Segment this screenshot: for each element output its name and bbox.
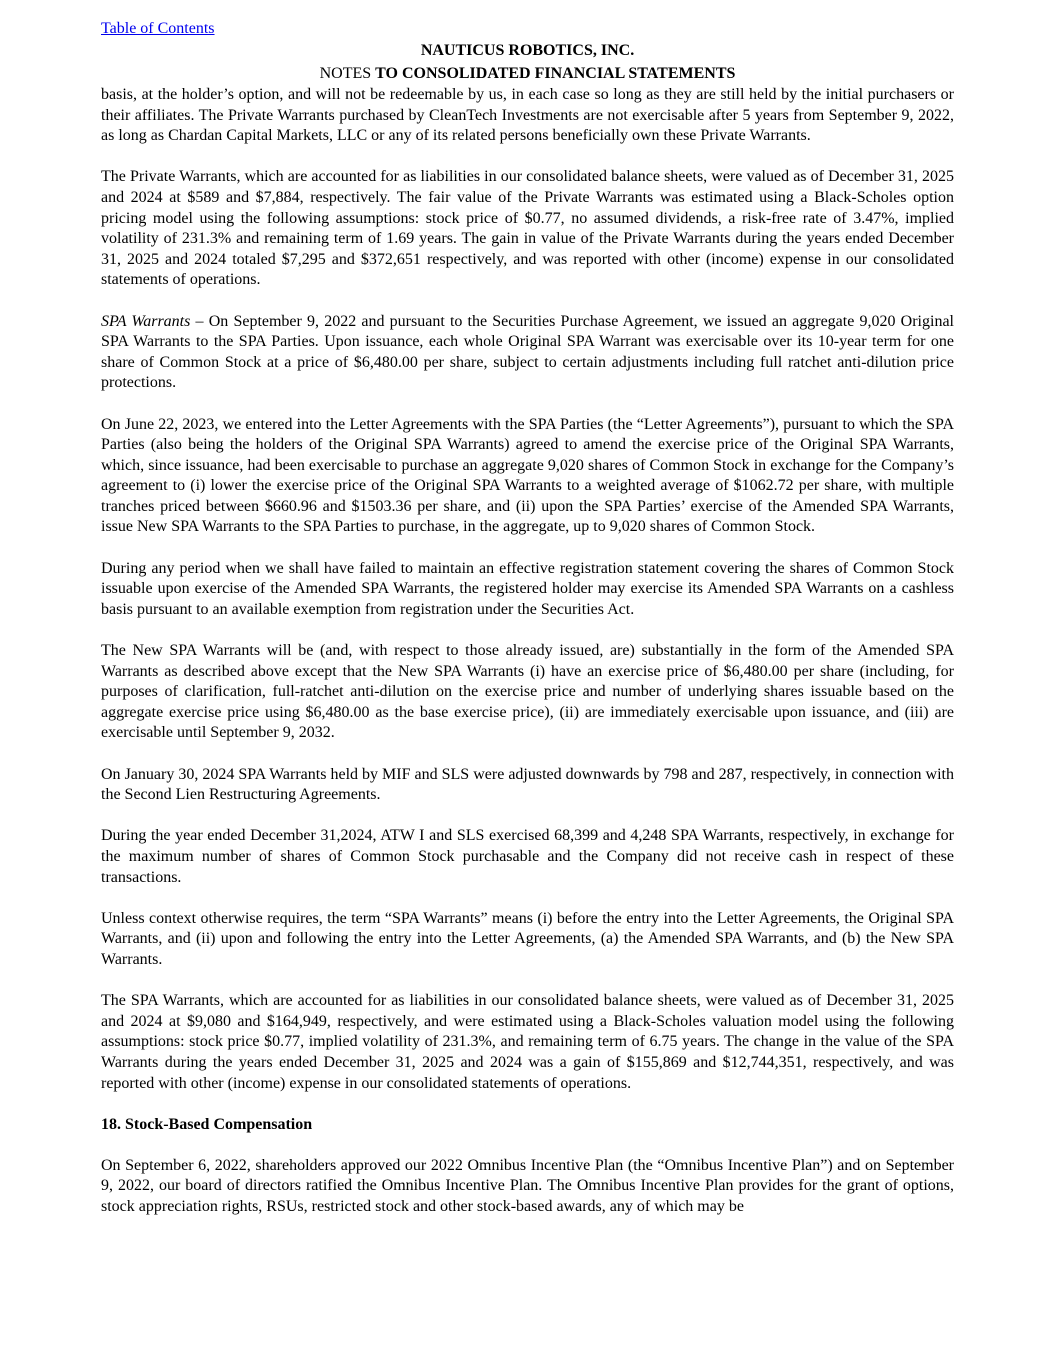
spa-warrants-intro-text: – On September 9, 2022 and pursuant to the Securities Purchase Agreement, we issued an aggregate 9,020 Original SPA Warrants to the SPA Parties. Upon issuance, each whole Original SPA Warrant was exercisable over its 10-year term for one share of Common Stock at a price of $6,480.00 per share, subject to certain adjustments including full ratchet anti-dilution price protections. <box>101 312 954 392</box>
page-header <box>101 40 954 85</box>
paragraph-warrant-exercise: During the year ended December 31,2024, ATW I and SLS exercised 68,399 and 4,248 SPA Warrants, respectively, in exchange for the maximum number of shares of Common Stock purchasable and the Company did not receive cash in respect of these transactions. <box>101 827 954 886</box>
paragraph-warrant-adjustment: On January 30, 2024 SPA Warrants held by MIF and SLS were adjusted downwards by 798 and 287, respectively, in connection with the Second Lien Restructuring Agreements. <box>101 765 954 804</box>
section-heading-stock-based-compensation: 18. Stock-Based Compensation <box>101 1115 313 1133</box>
paragraph-omnibus-incentive-plan: On September 6, 2022, shareholders approved our 2022 Omnibus Incentive Plan (the “Omnibus Incentive Plan”) and on September 9, 2022, our board of directors ratified the Omnibus Incentive Plan. The Omnibus Incentive Plan provides for the grant of options, stock appreciation rights, RSUs, restricted stock and other stock-based awards, any of which may be <box>101 1156 954 1216</box>
paragraph-new-spa-warrants: The New SPA Warrants will be (and, with respect to those already issued, are) substantially in the form of the Amended SPA Warrants as described above except that the New SPA Warrants (i) have an exercise price of $6,480.00 per share (including, for purposes of clarification, full-ratchet anti-dilution on the exercise price and number of underlying shares issuable based on the aggregate exercise price using $6,480.00 as the base exercise price), (ii) are immediately exercisable upon issuance, and (iii) are exercisable until September 9, 2032. <box>101 642 954 742</box>
notes-title-bold: TO CONSOLIDATED FINANCIAL STATEMENTS <box>375 64 736 82</box>
notes-title <box>101 63 954 86</box>
paragraph-spa-warrants-valuation: The SPA Warrants, which are accounted for as liabilities in our consolidated balance sheets, were valued as of December 31, 2025 and 2024 at $9,080 and $164,949, respectively, and were estimated using a Black-Scholes valuation model using the following assumptions: stock price $0.77, implied volatility of 231.3%, and remaining term of 6.75 years. The change in the value of the SPA Warrants during the years ended December 31, 2025 and 2024 was a gain of $155,869 and $12,744,351, respectively, and was reported with other (income) expense in our consolidated statements of operations. <box>101 992 954 1092</box>
paragraph-private-warrants-continued: basis, at the holder’s option, and will not be redeemable by us, in each case so long as they are still held by the initial purchasers or their affiliates. The Private Warrants purchased by CleanTech Investments are not exercisable after 5 years from September 9, 2022, as long as Chardan Capital Markets, LLC or any of its related persons beneficially own these Private Warrants. <box>101 86 954 145</box>
spa-warrants-term: SPA Warrants <box>101 312 191 330</box>
paragraph-spa-warrants-intro <box>101 312 954 394</box>
paragraph-letter-agreements: On June 22, 2023, we entered into the Letter Agreements with the SPA Parties (the “Letter Agreements”), pursuant to which the SPA Parties (also being the holders of the Original SPA Warrants) agreed to amend the exercise price of the Original SPA Warrants, which, since issuance, had been exercisable to purchase an aggregate 9,020 shares of Common Stock in exchange for the Company’s agreement to (i) lower the exercise price of the Original SPA Warrants to a weighted average of $1062.72 per share, with multiple tranches priced between $660.96 and $1503.36 per share, and (ii) upon the SPA Parties’ exercise of the Amended SPA Warrants, issue New SPA Warrants to the SPA Parties to purchase, in the aggregate, up to 9,020 shares of Common Stock. <box>101 415 954 536</box>
paragraph-registration-statement: During any period when we shall have failed to maintain an effective registration statement covering the shares of Common Stock issuable upon exercise of the Amended SPA Warrants, the registered holder may exercise its Amended SPA Warrants on a cashless basis pursuant to an available exemption from registration under the Securities Act. <box>101 559 954 618</box>
notes-title-prefix: NOTES <box>319 64 376 82</box>
company-name: NAUTICUS ROBOTICS, INC. <box>420 42 635 59</box>
paragraph-spa-definition: Unless context otherwise requires, the term “SPA Warrants” means (i) before the entry into the Letter Agreements, the Original SPA Warrants, and (ii) upon and following the entry into the Letter Agreements, (a) the Amended SPA Warrants, and (b) the New SPA Warrants. <box>101 909 954 968</box>
table-of-contents-link[interactable]: Table of Contents <box>101 20 215 37</box>
document-page <box>101 18 954 1238</box>
paragraph-private-warrants-valuation: The Private Warrants, which are accounted for as liabilities in our consolidated balance sheets, were valued as of December 31, 2025 and 2024 at $589 and $7,884, respectively. The fair value of the Private Warrants was estimated using a Black-Scholes option pricing model using the following assumptions: stock price of $0.77, no assumed dividends, a risk-free rate of 3.47%, implied volatility of 231.3% and remaining term of 1.69 years. The gain in value of the Private Warrants during the years ended December 31, 2025 and 2024 totaled $7,295 and $372,651 respectively, and was reported with other (income) expense in our consolidated statements of operations. <box>101 168 954 289</box>
